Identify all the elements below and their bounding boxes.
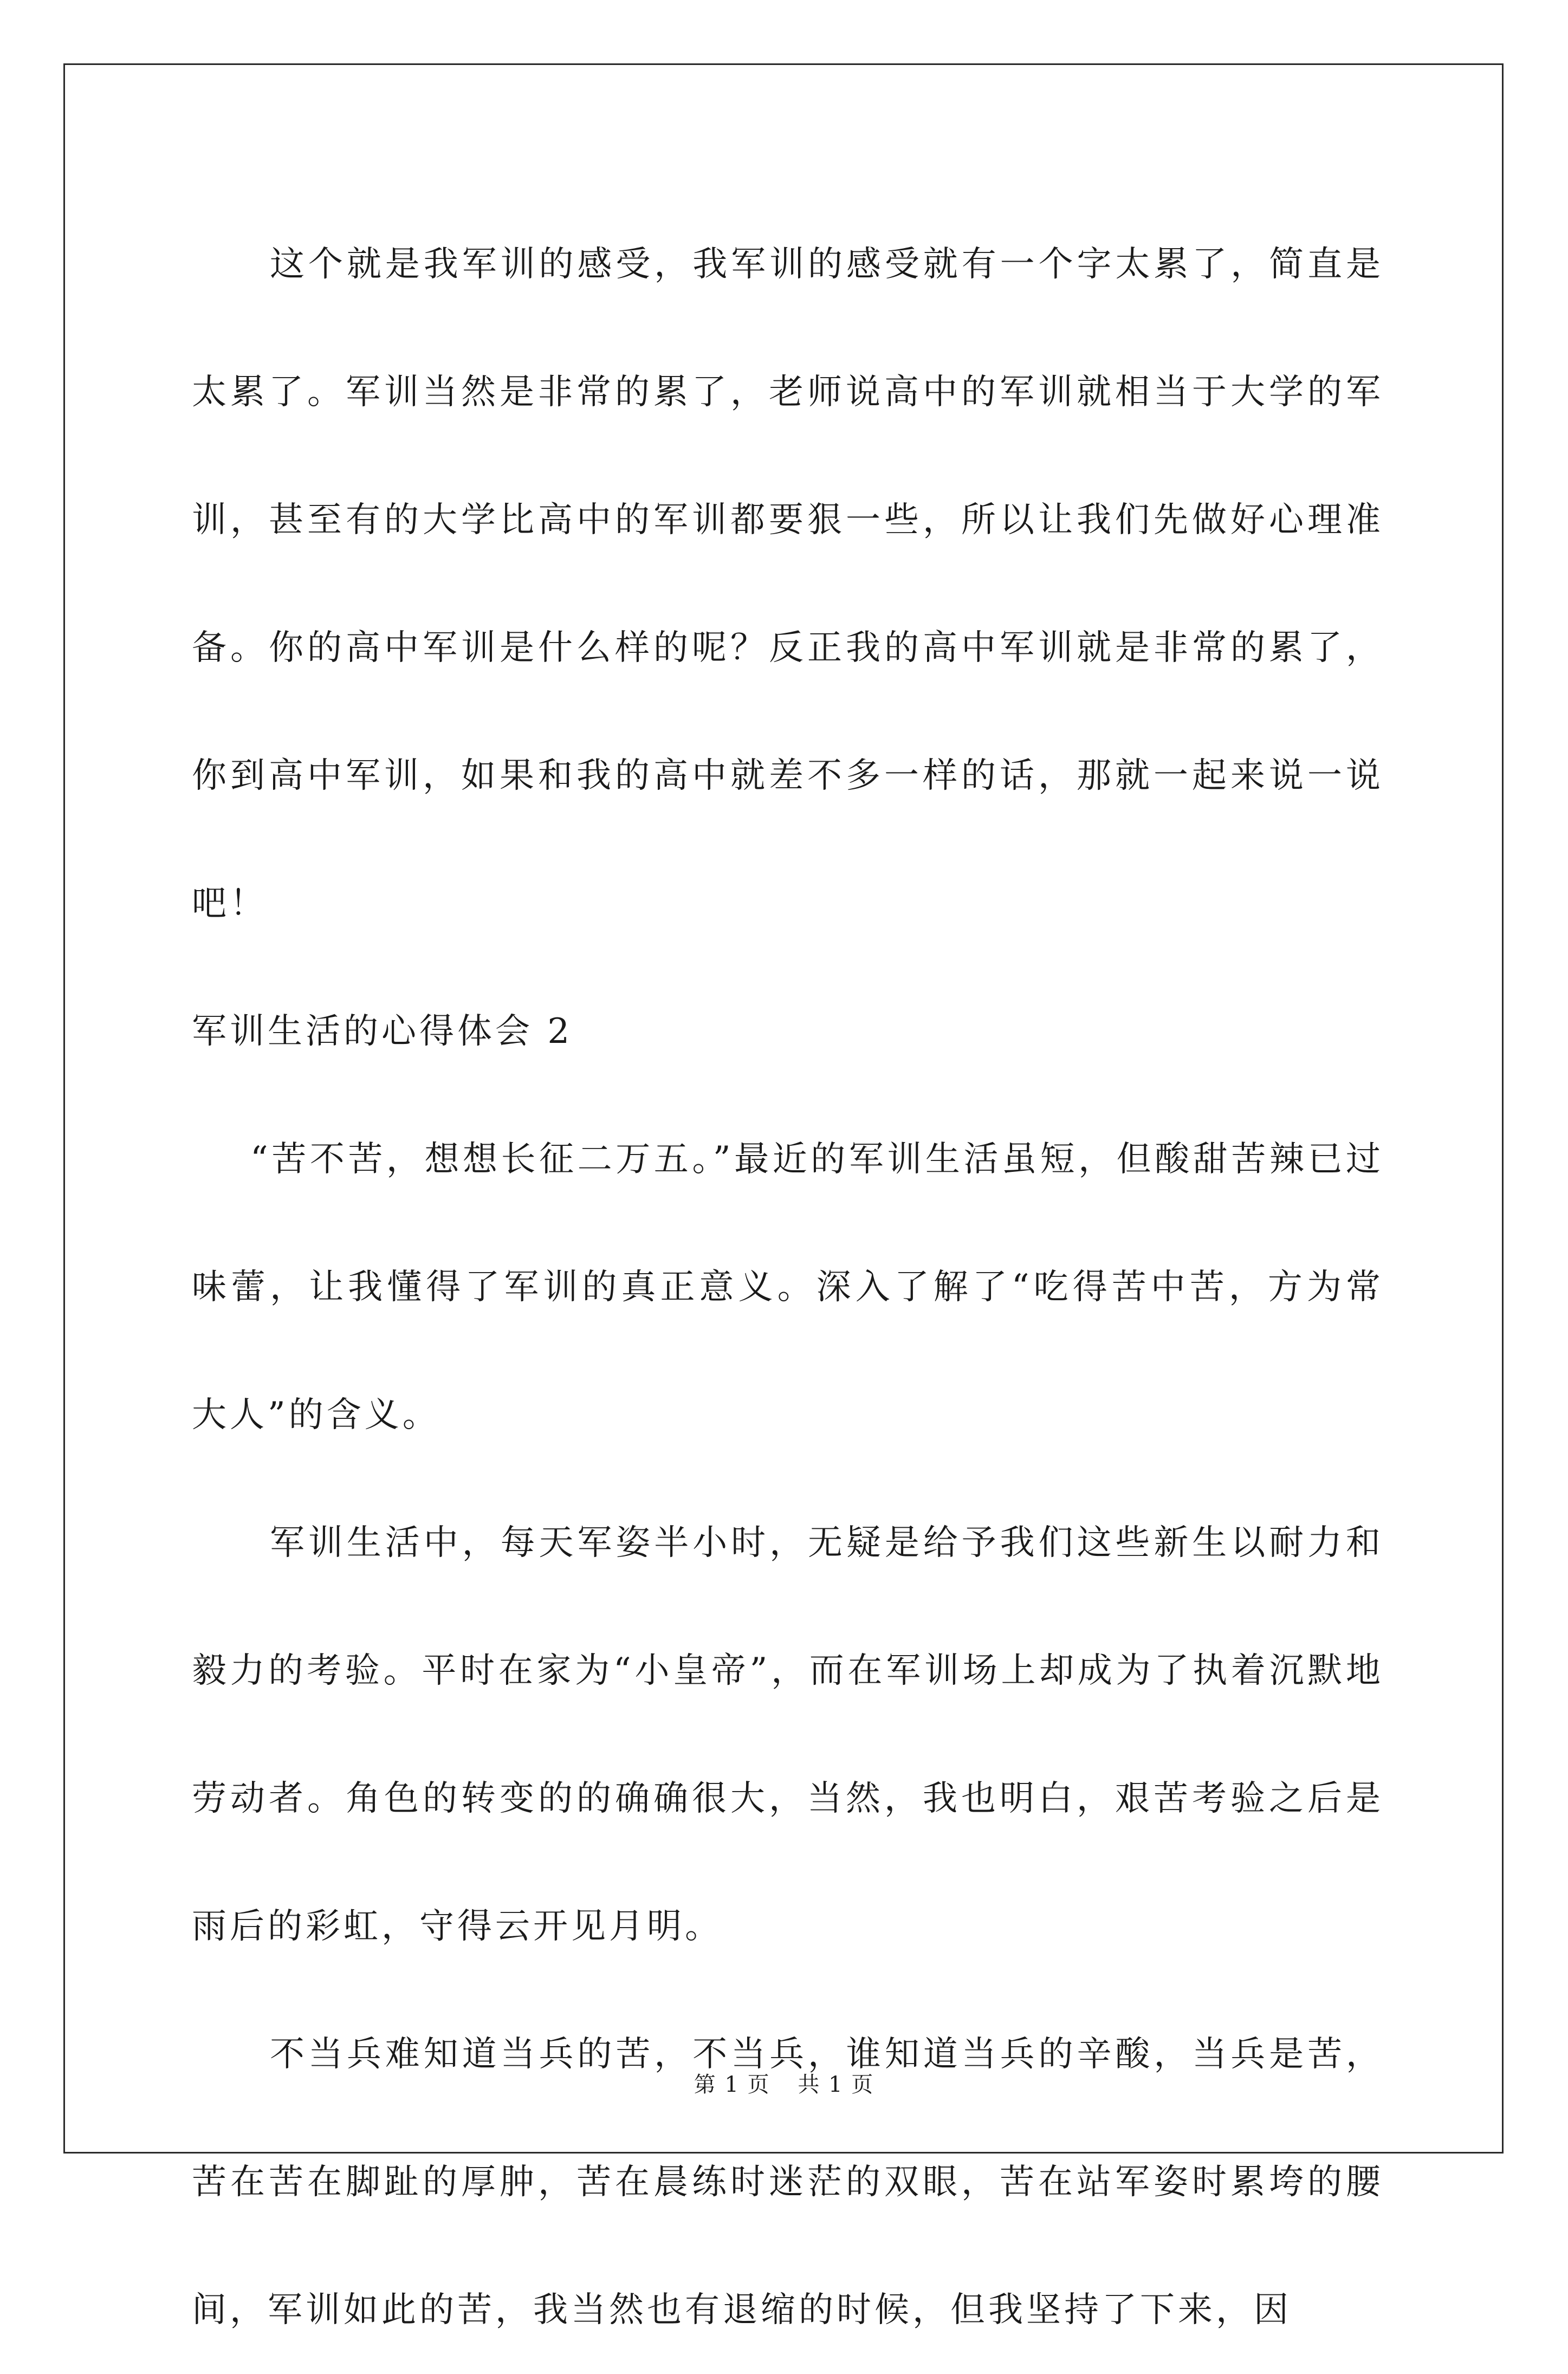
paragraph-3: 军训生活中，每天军姿半小时，无疑是给予我们这些新生以耐力和毅力的考验。平时在家为“小皇帝”，而在军训场上却成为了执着沉默地劳动者。角色的转变的的确确很大，当然，我也明白，艰苦考验之后是雨后的彩虹，守得云开见月明。 (192, 1523, 1384, 1947)
page-number: 第 1 页 (694, 2072, 770, 2097)
paragraph-4: 不当兵难知道当兵的苦，不当兵，谁知道当兵的辛酸，当兵是苦，苦在苦在脚趾的厚肿，苦在晨练时迷茫的双眼，苦在站军姿时累垮的腰间，军训如此的苦，我当然也有退缩的时候，但我坚持了下来，因 (192, 2034, 1384, 2330)
paragraph-1: 这个就是我军训的感受，我军训的感受就有一个字太累了，简直是太累了。军训当然是非常的累了，老师说高中的军训就相当于大学的军训，甚至有的大学比高中的军训都要狠一些，所以让我们先做好心理准备。你的高中军训是什么样的呢？反正我的高中军训就是非常的累了，你到高中军训，如果和我的高中就差不多一样的话，那就一起来说一说吧！ (192, 244, 1384, 924)
section-heading: 军训生活的心得体会 2 (192, 1011, 573, 1052)
page-total: 共 1 页 (798, 2072, 874, 2097)
paragraph-2: “苦不苦，想想长征二万五。”最近的军训生活虽短，但酸甜苦辣已过味蕾，让我懂得了军训的真正意义。深入了解了“吃得苦中苦，方为常大人”的含义。 (192, 1139, 1384, 1435)
document-body (192, 200, 1384, 2374)
page-footer (0, 2068, 1568, 2101)
